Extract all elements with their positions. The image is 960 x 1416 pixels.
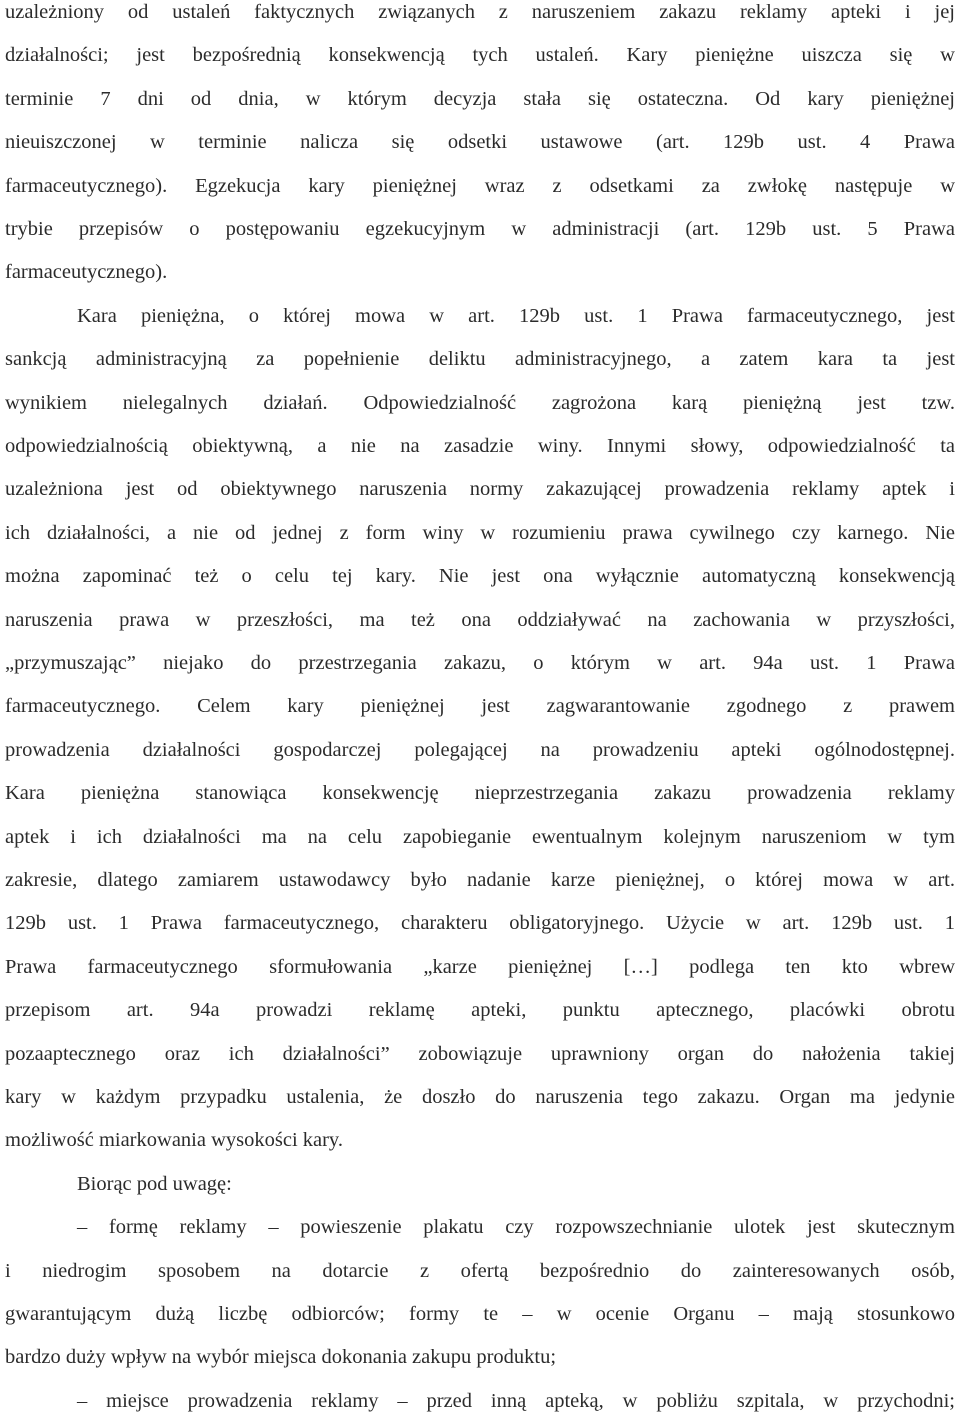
text-line: prowadzenia działalności gospodarczej polegającej na prowadzeniu apteki ogólnodostępnej.	[5, 738, 955, 761]
text-line: odpowiedzialnością obiektywną, a nie na zasadzie winy. Innymi słowy, odpowiedzialność ta	[5, 435, 955, 457]
text-line: Prawa farmaceutycznego sformułowania „karze pieniężnej […] podlega ten kto wbrew	[5, 955, 955, 978]
text-line: Kara pieniężna stanowiąca konsekwencję nieprzestrzegania zakazu prowadzenia reklamy	[5, 782, 955, 805]
text-line: możliwość miarkowania wysokości kary.	[5, 1129, 343, 1152]
text-line: sankcją administracyjną za popełnienie deliktu administracyjnego, a zatem kara ta jest	[5, 348, 955, 371]
text-line: aptek i ich działalności ma na celu zapobieganie ewentualnym kolejnym naruszeniom w tym	[5, 825, 955, 848]
text-line: uzależniony od ustaleń faktycznych związanych z naruszeniem zakazu reklamy apteki i jej	[5, 1, 955, 23]
text-line: naruszenia prawa w przeszłości, ma też ona oddziaływać na zachowania w przyszłości,	[5, 608, 955, 631]
text-line: Kara pieniężna, o której mowa w art. 129b ust. 1 Prawa farmaceutycznego, jest	[77, 304, 955, 327]
text-line: trybie przepisów o postępowaniu egzekucyjnym w administracji (art. 129b ust. 5 Prawa	[5, 218, 955, 240]
text-line: wynikiem nielegalnych działań. Odpowiedzialność zagrożona karą pieniężną jest tzw.	[5, 391, 955, 414]
text-line: nieuiszczonej w terminie nalicza się odsetki ustawowe (art. 129b ust. 4 Prawa	[5, 131, 955, 154]
text-line: terminie 7 dni od dnia, w którym decyzja stała się ostateczna. Od kary pieniężnej	[5, 87, 955, 110]
text-line: farmaceutycznego). Egzekucja kary pieniężnej wraz z odsetkami za zwłokę następuje w	[5, 174, 955, 197]
text-line: Biorąc pod uwagę:	[77, 1172, 232, 1195]
text-line: „przymuszając” niejako do przestrzegania zakazu, o którym w art. 94a ust. 1 Prawa	[5, 652, 955, 674]
text-line: kary w każdym przypadku ustalenia, że doszło do naruszenia tego zakazu. Organ ma jedynie	[5, 1086, 955, 1108]
text-line: działalności; jest bezpośrednią konsekwencją tych ustaleń. Kary pieniężne uiszcza się w	[5, 44, 955, 67]
text-line: pozaaptecznego oraz ich działalności” zobowiązuje uprawniony organ do nałożenia takiej	[5, 1042, 955, 1065]
text-line: farmaceutycznego).	[5, 261, 168, 284]
text-line: uzależniona jest od obiektywnego naruszenia normy zakazującej prowadzenia reklamy aptek i	[5, 478, 955, 501]
text-line: farmaceutycznego. Celem kary pieniężnej jest zagwarantowanie zgodnego z prawem	[5, 695, 955, 718]
text-line: zakresie, dlatego zamiarem ustawodawcy było nadanie karze pieniężnej, o której mowa w art.	[5, 869, 955, 891]
text-line: można zapominać też o celu tej kary. Nie jest ona wyłącznie automatyczną konsekwencją	[5, 565, 955, 588]
text-line: przepisom art. 94a prowadzi reklamę apteki, punktu aptecznego, placówki obrotu	[5, 999, 955, 1022]
text-line: – miejsce prowadzenia reklamy – przed inną apteką, w pobliżu szpitala, w przychodni;	[77, 1389, 955, 1412]
text-line: 129b ust. 1 Prawa farmaceutycznego, charakteru obligatoryjnego. Użycie w art. 129b ust. 1	[5, 912, 955, 935]
text-line: i niedrogim sposobem na dotarcie z ofertą bezpośrednio do zainteresowanych osób,	[5, 1259, 955, 1282]
text-line: bardzo duży wpływ na wybór miejsca dokonania zakupu produktu;	[5, 1346, 557, 1369]
text-line: gwarantującym dużą liczbę odbiorców; formy te – w ocenie Organu – mają stosunkowo	[5, 1303, 955, 1325]
text-line: – formę reklamy – powieszenie plakatu czy rozpowszechnianie ulotek jest skutecznym	[77, 1216, 955, 1239]
text-line: ich działalności, a nie od jednej z form winy w rozumieniu prawa cywilnego czy karnego. Nie	[5, 521, 955, 544]
